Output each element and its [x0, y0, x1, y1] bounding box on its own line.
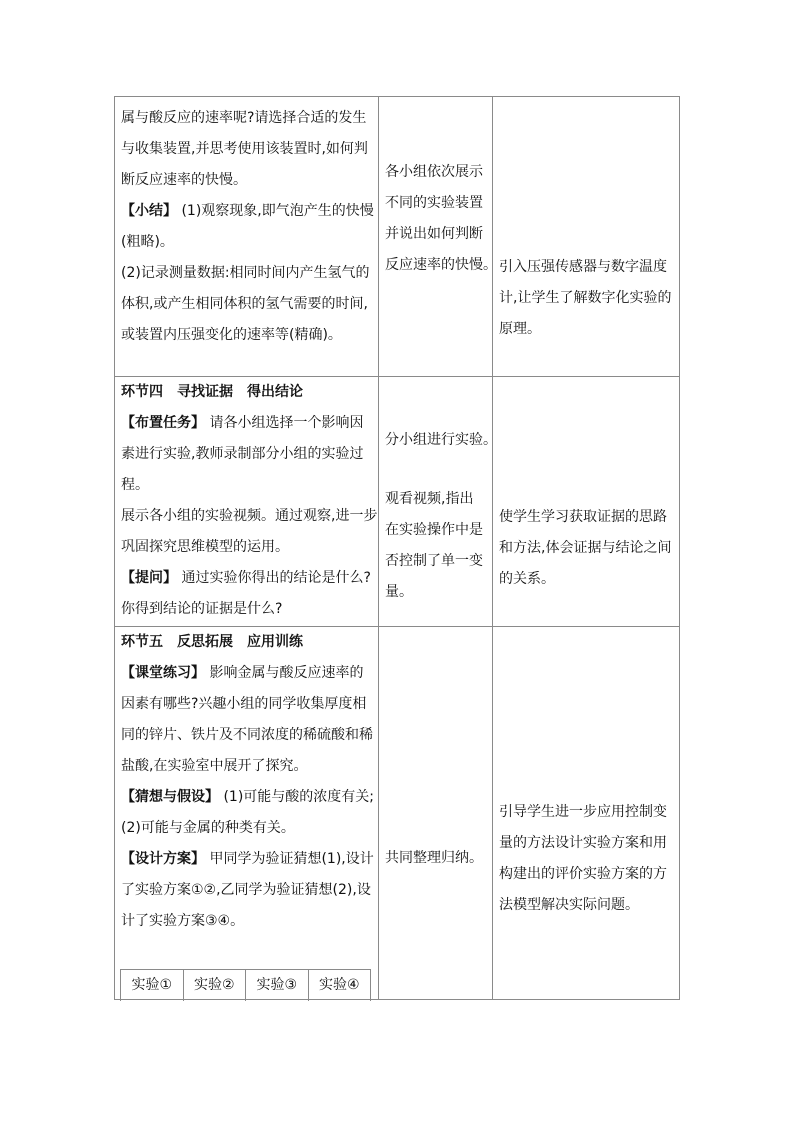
text-line: 量。 — [385, 584, 413, 600]
experiment-header-cell: 实验④ — [309, 970, 372, 1001]
heading-label: 【小结】 — [121, 203, 177, 219]
row2-teacher-cell — [115, 377, 379, 627]
text-line: (粗略)。 — [121, 234, 174, 250]
text-line: 计,让学生了解数字化实验的 — [499, 290, 672, 306]
text-line: 程。 — [121, 477, 149, 493]
experiment-subtable — [120, 969, 371, 1001]
text-line: 观看视频,指出 — [385, 491, 474, 507]
experiment-header-cell: 实验③ — [246, 970, 309, 1001]
text-line — [121, 782, 374, 813]
text-line — [121, 627, 374, 658]
text-line: 或装置内压强变化的速率等(精确)。 — [121, 327, 342, 343]
experiment-header-cell: 实验① — [121, 970, 184, 1001]
text-line: 量的方法设计实验方案和用 — [499, 835, 667, 851]
text-line: 同的锌片、铁片及不同浓度的稀硫酸和稀 — [121, 727, 373, 743]
text-line: 并说出如何判断 — [385, 226, 483, 242]
lesson-plan-table — [114, 96, 680, 1000]
text-line: 否控制了单一变 — [385, 553, 483, 569]
text-line: 展示各小组的实验视频。通过观察,进一步 — [121, 508, 378, 524]
text-line: 断反应速率的快慢。 — [121, 172, 247, 188]
text-line: 计了实验方案③④。 — [121, 913, 245, 929]
text-line: 盐酸,在实验室中展开了探究。 — [121, 758, 308, 774]
text-line: 反应速率的快慢。 — [385, 257, 497, 273]
text-span: (1)可能与酸的浓度有关; — [219, 789, 374, 805]
text-line: 引入压强传感器与数字温度 — [499, 259, 667, 275]
text-line: 构建出的评价实验方案的方 — [499, 866, 667, 882]
text-line: 法模型解决实际问题。 — [499, 897, 639, 913]
text-span: 通过实验你得出的结论是什么? — [177, 570, 371, 586]
heading-label: 【布置任务】 — [121, 415, 205, 431]
text-line: 体积,或产生相同体积的氢气需要的时间, — [121, 296, 368, 312]
row1-teacher-cell — [115, 97, 379, 377]
text-line — [121, 563, 374, 594]
row3-teacher-cell — [115, 627, 379, 1000]
text-line — [121, 408, 374, 439]
text-span: (1)观察现象,即气泡产生的快慢 — [177, 203, 374, 219]
text-line: 因素有哪些?兴趣小组的同学收集厚度相 — [121, 696, 367, 712]
text-line: 与收集装置,并思考使用该装置时,如何判 — [121, 141, 368, 157]
heading-label: 【提问】 — [121, 570, 177, 586]
heading-label: 【猜想与假设】 — [121, 789, 219, 805]
text-line — [121, 196, 374, 227]
text-line: 了实验方案①②,乙同学为验证猜想(2),设 — [121, 882, 371, 898]
text-line: 素进行实验,教师录制部分小组的实验过 — [121, 446, 364, 462]
row2-intent-cell — [493, 377, 680, 627]
text-span: 请各小组选择一个影响因 — [205, 415, 364, 431]
row3-intent-cell — [493, 627, 680, 1000]
row2-student-cell — [379, 377, 497, 627]
text-line: 属与酸反应的速率呢?请选择合适的发生 — [121, 110, 367, 126]
text-line: 原理。 — [499, 321, 541, 337]
heading-label: 【课堂练习】 — [121, 665, 205, 681]
text-span: 影响金属与酸反应速率的 — [205, 665, 364, 681]
text-line: 在实验操作中是 — [385, 522, 483, 538]
text-span: 甲同学为验证猜想(1),设计 — [205, 851, 374, 867]
text-line: 巩固探究思维模型的运用。 — [121, 539, 289, 555]
heading-label: 【设计方案】 — [121, 851, 205, 867]
row1-intent-cell — [493, 97, 680, 377]
text-line: 引导学生进一步应用控制变 — [499, 804, 667, 820]
text-line — [121, 844, 374, 875]
text-line: 的关系。 — [499, 571, 555, 587]
row1-student-cell — [379, 97, 497, 377]
text-line — [121, 377, 374, 408]
text-line: 使学生学习获取证据的思路 — [499, 509, 667, 525]
section-title: 环节五 反思拓展 应用训练 — [121, 634, 303, 650]
text-line: 和方法,体会证据与结论之间 — [499, 540, 672, 556]
text-line: 你得到结论的证据是什么? — [121, 601, 283, 617]
text-line: 共同整理归纳。 — [385, 850, 483, 866]
text-line: 各小组依次展示 — [385, 164, 483, 180]
text-line — [121, 658, 374, 689]
section-title: 环节四 寻找证据 得出结论 — [121, 384, 303, 400]
row3-student-cell — [379, 627, 493, 1000]
text-line: (2)记录测量数据:相同时间内产生氢气的 — [121, 265, 370, 281]
text-line: 不同的实验装置 — [385, 195, 483, 211]
text-line: (2)可能与金属的种类有关。 — [121, 820, 295, 836]
experiment-header-cell: 实验② — [184, 970, 247, 1001]
text-line: 分小组进行实验。 — [385, 432, 497, 448]
